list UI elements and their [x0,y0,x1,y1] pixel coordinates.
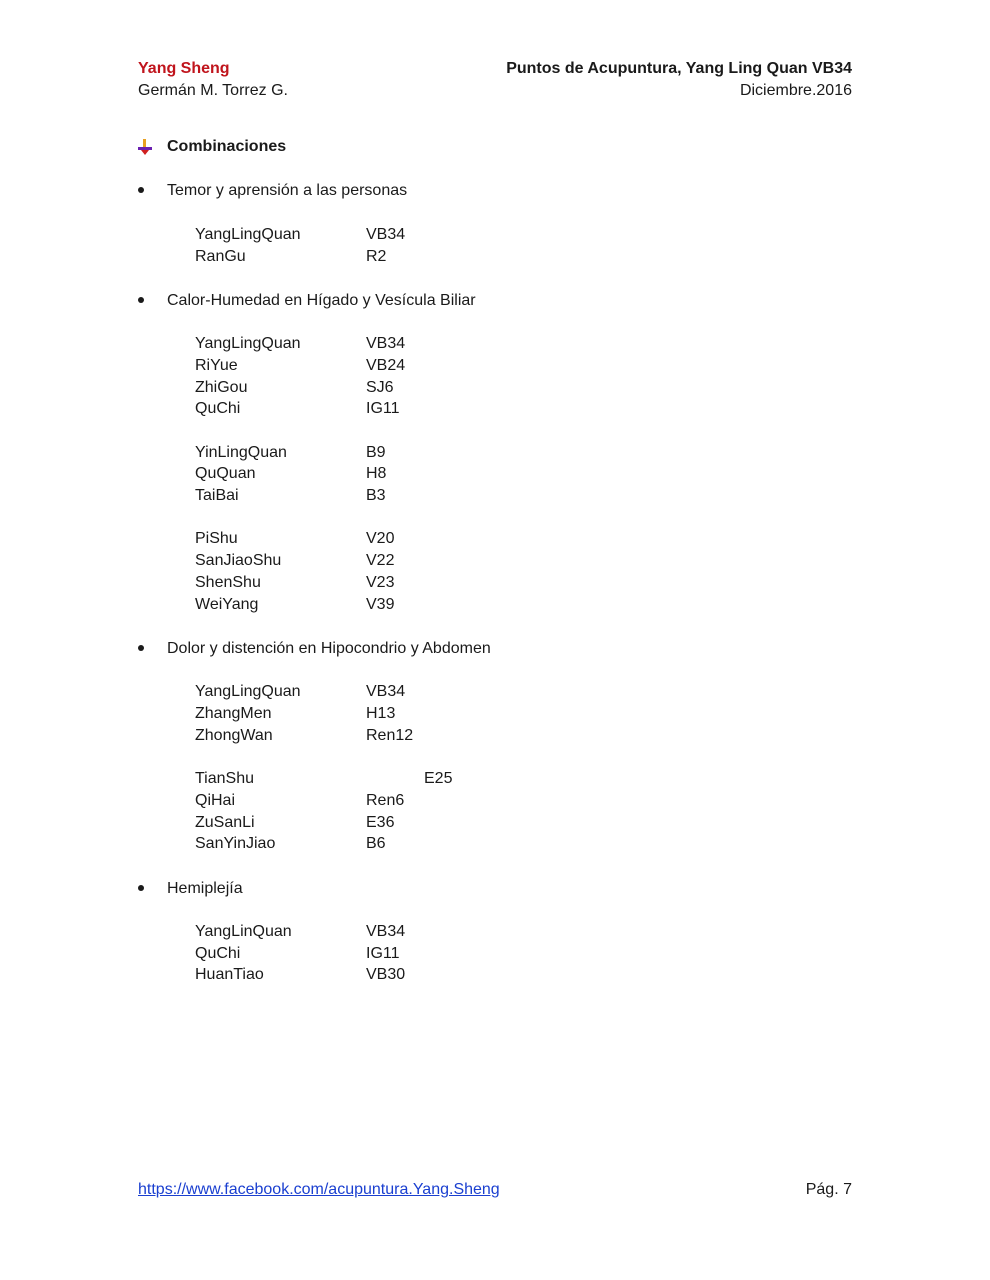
point-code: VB34 [366,683,406,700]
point-code: V23 [366,574,395,591]
point-name: YangLingQuan [195,226,301,243]
facebook-link[interactable]: https://www.facebook.com/acupuntura.Yang.Sheng [138,1181,500,1198]
point-code: Ren6 [366,792,405,809]
point-name: YinLingQuan [195,444,287,461]
page-number: Pág. 7 [805,1181,852,1198]
bullet-heading: Calor-Humedad en Hígado y Vesícula Biliar [167,292,476,309]
point-code: SJ6 [366,379,394,396]
section-heading [138,136,286,158]
author-name: Germán M. Torrez G. [138,82,288,99]
section-title: Combinaciones [167,138,287,155]
point-name: TaiBai [195,487,239,504]
point-code: E25 [424,770,453,787]
point-code: VB34 [366,226,406,243]
point-name: ShenShu [195,574,261,591]
point-name: ZhiGou [195,379,248,396]
bullet-item [138,290,476,312]
point-code: IG11 [366,400,400,417]
page-header-left [138,58,288,102]
point-code: Ren12 [366,727,414,744]
point-code: V39 [366,596,395,613]
point-code: B9 [366,444,386,461]
point-code: V20 [366,530,395,547]
document-title: Puntos de Acupuntura, Yang Ling Quan VB34 [506,60,852,77]
bullet-item [138,878,243,900]
brand-name: Yang Sheng [138,60,230,77]
bullet-item [138,638,491,660]
bullet-heading: Dolor y distención en Hipocondrio y Abdomen [167,640,491,657]
bullet-icon [138,180,167,202]
point-code: B6 [366,835,386,852]
page-header-right [506,58,852,102]
point-code: H8 [366,465,387,482]
point-code: H13 [366,705,396,722]
bullet-icon [138,878,167,900]
point-name: QiHai [195,792,236,809]
point-name: SanJiaoShu [195,552,282,569]
point-code: V22 [366,552,395,569]
document-date: Diciembre.2016 [739,82,852,99]
point-name: YangLingQuan [195,683,301,700]
point-name: ZhangMen [195,705,272,722]
point-code: R2 [366,248,387,265]
point-code: VB24 [366,357,406,374]
point-code: B3 [366,487,386,504]
point-code: E36 [366,814,395,831]
point-name: QuChi [195,400,241,417]
point-code: VB30 [366,966,406,983]
point-code: VB34 [366,335,406,352]
point-code: VB34 [366,923,406,940]
bullet-icon [138,290,167,312]
point-name: WeiYang [195,596,259,613]
point-name: ZuSanLi [195,814,255,831]
point-code: IG11 [366,945,400,962]
point-name: RiYue [195,357,238,374]
point-name: QuQuan [195,465,256,482]
point-name: SanYinJiao [195,835,276,852]
bullet-heading: Hemiplejía [167,880,243,897]
point-name: RanGu [195,248,246,265]
bullet-heading: Temor y aprensión a las personas [167,182,408,199]
point-name: YangLingQuan [195,335,301,352]
point-name: YangLinQuan [195,923,292,940]
bullet-item [138,180,407,202]
point-name: QuChi [195,945,241,962]
point-name: PiShu [195,530,238,547]
point-name: HuanTiao [195,966,264,983]
arrow-marker-icon [138,139,152,155]
point-name: ZhongWan [195,727,273,744]
bullet-icon [138,638,167,660]
point-name: TianShu [195,770,254,787]
